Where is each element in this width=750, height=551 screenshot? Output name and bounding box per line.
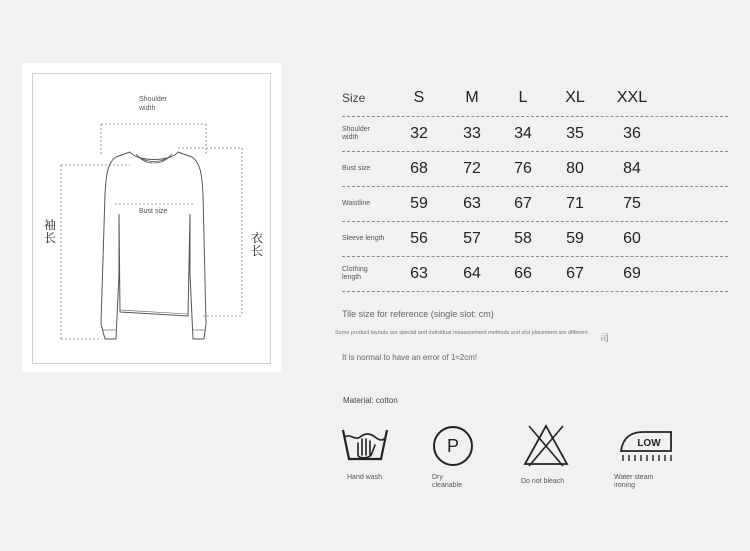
table-cell: 67 [514, 195, 532, 212]
error-tolerance-note: It is normal to have an error of 1≈2cm! [342, 353, 478, 362]
table-cell: 35 [566, 125, 584, 142]
table-cell: 33 [463, 125, 481, 142]
table-cell: 76 [514, 160, 532, 177]
no-bleach-label: Do not bleach [521, 478, 565, 485]
table-cell: 69 [623, 265, 641, 282]
size-col-xl: XL [565, 89, 585, 106]
reference-note: Tile size for reference (single slot: cm) [342, 309, 494, 319]
table-cell: 75 [623, 195, 641, 212]
steam-iron-label: Water steam ironing [614, 474, 654, 489]
size-col-l: L [518, 89, 528, 106]
table-row [342, 117, 728, 152]
table-row [342, 187, 728, 222]
garment-diagram-card [22, 63, 281, 372]
table-cell: 32 [410, 125, 428, 142]
table-cell: 66 [514, 265, 532, 282]
svg-text:P: P [446, 436, 460, 456]
size-header-label: Size [342, 91, 366, 105]
table-row [342, 257, 728, 292]
dry-clean-icon [432, 425, 474, 467]
table-row [342, 222, 728, 257]
table-cell: 59 [566, 230, 584, 247]
table-cell: 64 [463, 265, 481, 282]
garment-diagram [32, 73, 271, 364]
table-cell: 34 [514, 125, 532, 142]
layout-disclaimer-note: Some product layouts are special and individual measurement methods and slot placement are different [335, 330, 588, 336]
svg-text:LOW: LOW [637, 438, 661, 449]
table-cell: 80 [566, 160, 584, 177]
bust-size-label: Bust size [139, 208, 168, 215]
row-label: Sleeve length [342, 235, 385, 242]
table-cell: 58 [514, 230, 532, 247]
dry-clean-label: Dry cleanable [432, 474, 462, 489]
hand-wash-icon [341, 425, 389, 465]
hand-wash-label: Hand wash [347, 474, 383, 481]
steam-iron-icon [619, 427, 675, 463]
row-label: Shoulder width [342, 126, 371, 141]
table-cell: 71 [566, 195, 584, 212]
row-label: Waistline [342, 200, 371, 207]
sleeve-length-vertical-label: 袖长 [43, 218, 56, 245]
table-cell: 63 [410, 265, 428, 282]
table-cell: 68 [410, 160, 428, 177]
sweater-outline-drawing [33, 74, 270, 363]
row-label: Bust size [342, 165, 371, 172]
size-col-m: M [465, 89, 479, 106]
table-cell: 84 [623, 160, 641, 177]
table-row [342, 152, 728, 187]
size-table [342, 80, 728, 292]
size-col-s: S [413, 89, 425, 106]
table-cell: 72 [463, 160, 481, 177]
material-label: Material: cotton [343, 396, 398, 405]
size-col-xxl: XXL [616, 89, 648, 106]
table-cell: 36 [623, 125, 641, 142]
clothing-length-vertical-label: 衣长 [250, 231, 263, 258]
shoulder-width-label: Shoulder width [139, 96, 168, 112]
table-cell: 63 [463, 195, 481, 212]
table-cell: 67 [566, 265, 584, 282]
row-label: Clothing length [342, 266, 368, 281]
table-cell: 60 [623, 230, 641, 247]
table-cell: 57 [463, 230, 481, 247]
layout-note-tag: 司 [600, 334, 610, 344]
table-cell: 56 [410, 230, 428, 247]
size-header-row [342, 80, 728, 117]
no-bleach-icon [523, 424, 569, 468]
table-cell: 59 [410, 195, 428, 212]
